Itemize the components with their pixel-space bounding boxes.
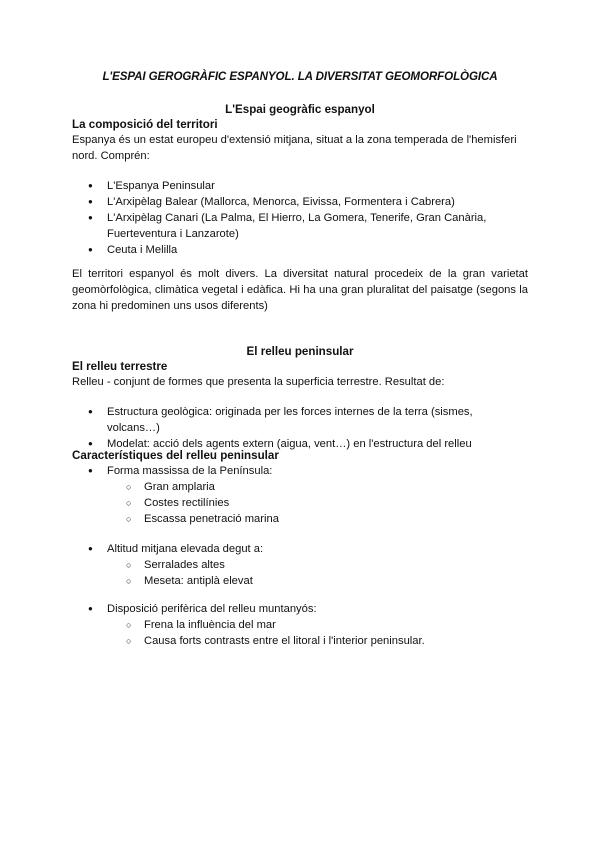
sub-list-item: ○ Frena la influència del mar [72, 617, 528, 633]
territory-list [72, 178, 528, 258]
list-item: ● Forma massissa de la Península: [72, 463, 528, 479]
sub-list-item: ○ Gran amplaria [72, 479, 528, 495]
list-item: ● L'Arxipèlag Balear (Mallorca, Menorca, Eivissa, Formentera i Cabrera) [72, 194, 528, 210]
list-item: ● Modelat: acció dels agents extern (aigua, vent…) en l'estructura del relleu [72, 436, 528, 452]
sub-list-item: ○ Costes rectilínies [72, 495, 528, 511]
list-item: ● L'Arxipèlag Canari (La Palma, El Hierro, La Gomera, Tenerife, Gran Canària, Fuerteventura i Lanzarote) [72, 210, 528, 242]
document-title: L'ESPAI GEROGRÀFIC ESPANYOL. LA DIVERSITAT GEOMORFOLÒGICA [102, 70, 498, 83]
sub-list-item: ○ Causa forts contrasts entre el litoral i l'interior peninsular. [72, 633, 528, 649]
section-title-relleu: El relleu peninsular [246, 345, 354, 358]
characteristics-group-3 [72, 601, 528, 649]
section-title-espai: L'Espai geogràfic espanyol [225, 103, 375, 116]
paragraph-diversitat: El territori espanyol és molt divers. La diversitat natural procedeix de la gran varietat geomòrfològica, climàtica vegetal i edàfica. Hi ha una gran pluralitat del paisatge (segons la zona hi predominen uns usos diferents) [72, 268, 528, 312]
heading-caracteristiques: Característiques del relleu peninsular [72, 449, 279, 462]
list-item: ● Estructura geològica: originada per les forces internes de la terra (sismes, volcans…) [72, 404, 528, 436]
list-item: ● Disposició perifèrica del relleu muntanyós: [72, 601, 528, 617]
list-item: ● Altitud mitjana elevada degut a: [72, 541, 528, 557]
list-item: ● L'Espanya Peninsular [72, 178, 528, 194]
sub-list-item: ○ Serralades altes [72, 557, 528, 573]
sub-list-item: ○ Meseta: antiplà elevat [72, 573, 528, 589]
sub-list-item: ○ Escassa penetració marina [72, 511, 528, 527]
relleu-list [72, 404, 528, 452]
characteristics-group-2 [72, 541, 528, 589]
list-item: ● Ceuta i Melilla [72, 242, 528, 258]
heading-composicio: La composició del territori [72, 118, 218, 131]
intro-composicio: Espanya és un estat europeu d'extensió mitjana, situat a la zona temperada de l'hemisferi nord. Comprén: [72, 134, 517, 162]
heading-relleu-terrestre: El relleu terrestre [72, 360, 168, 373]
intro-relleu: Relleu - conjunt de formes que presenta la superficia terrestre. Resultat de: [72, 376, 445, 388]
characteristics-group-1 [72, 463, 528, 527]
